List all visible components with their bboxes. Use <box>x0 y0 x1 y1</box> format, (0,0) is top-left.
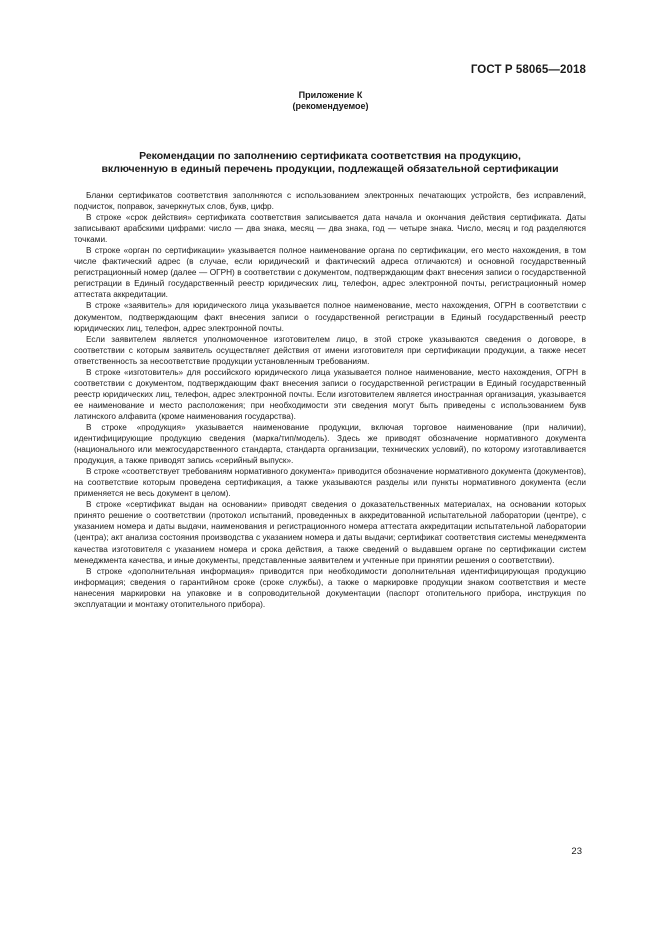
section-title <box>60 150 600 176</box>
title-line-2: включенную в единый перечень продукции, подлежащей обязательной сертификации <box>101 163 559 175</box>
paragraph: Бланки сертификатов соответствия заполняются с использованием электронных печатающих устройств, без исправлений, подчисток, поправок, зачеркнутых слов, букв, цифр. <box>74 191 586 212</box>
standard-code: ГОСТ Р 58065—2018 <box>470 64 586 76</box>
paragraph: В строке «срок действия» сертификата соответствия записывается дата начала и окончания действия сертификата. Даты записывают арабскими цифрами: число — два знака, месяц — два знака, год — четыре знака. Число, месяц и год разделяются точками. <box>74 213 586 245</box>
paragraph: В строке «заявитель» для юридического лица указывается полное наименование, место нахождения, ОГРН в соответствии с документом, подтверждающим факт внесения записи о государственной регистрации в Единый государственный реестр юридических лиц, телефон, адрес электронной почты. <box>74 301 586 333</box>
title-line-1: Рекомендации по заполнению сертификата соответствия на продукцию, <box>139 150 521 162</box>
page-number: 23 <box>571 846 582 857</box>
appendix-label: Приложение К <box>298 90 363 100</box>
paragraph: В строке «продукция» указывается наименование продукции, включая торговое наименование (при наличии), идентифицирующие продукцию сведения (марка/тип/модель). Здесь же приводят обозначение нормативного документа (национального или межгосударственного стандарта, стандарта организации, технических условий), по которому изготавливается продукция, а также приводят запись «серийный выпуск». <box>74 422 586 466</box>
paragraph: Если заявителем является уполномоченное изготовителем лицо, в этой строке указываются сведения о договоре, в соответствии с которым заявитель осуществляет действия от имени изготовителя при сертификации продукции, а также несет ответственность за несоответствие продукции установленным требованиям. <box>74 334 586 366</box>
appendix-heading <box>0 90 661 112</box>
body-text <box>74 190 586 610</box>
paragraph: В строке «дополнительная информация» приводится при необходимости дополнительная идентифицирующая продукцию информация; сведения о гарантийном сроке (сроке службы), а также о маркировке продукции знаком соответствия и месте нанесения маркировки на упаковке и в сопроводительной документации (паспорт отопительного прибора, инструкция по эксплуатации и монтажу отопительного прибора). <box>74 566 586 609</box>
paragraph: В строке «орган по сертификации» указывается полное наименование органа по сертификации, его место нахождения, в том числе фактический адрес (в случае, если юридический и фактический адреса отличаются) и основной государственный регистрационный номер (далее — ОГРН) в соответствии с документом, подтверждающим факт внесения записи о государственной регистрации в Единый государственный реестр юридических лиц, телефон, адрес электронной почты, регистрационный номер аттестата аккредитации. <box>74 246 586 300</box>
appendix-status: (рекомендуемое) <box>292 101 369 111</box>
paragraph: В строке «изготовитель» для российского юридического лица указывается полное наименование, место нахождения, ОГРН в соответствии с документом, подтверждающим факт внесения записи о государственной регистрации в Единый государственный реестр юридических лиц, телефон, адрес электронной почты. Если изготовителем является иностранная организация, указывается ее наименование и место расположения; при необходимости эти сведения могут быть приведены с использованием букв латинского алфавита (кроме наименования государства). <box>74 367 586 421</box>
paragraph: В строке «сертификат выдан на основании» приводят сведения о доказательственных материалах, на основании которых принято решение о соответствии (протокол испытаний, проведенных в аккредитованной испытательной лаборатории (центре), с указанием номера и даты выдачи, наименования и регистрационного номера аттестата аккредитации испытательной лаборатории (центра); акт анализа состояния производства с указанием номера и даты выдачи; сертификат соответствия системы менеджмента качества изготовителя с указанием номера и срока действия, а также сведений о выдавшем органе по сертификации систем менеджмента качества, и иные документы, представленные заявителем и учтенные при принятии решения о соответствии). <box>74 500 586 565</box>
paragraph: В строке «соответствует требованиям нормативного документа» приводится обозначение нормативного документа (документов), на соответствие которым проведена сертификация, а также указываются разделы или пункты нормативного документа (если применяется не весь документ в целом). <box>74 467 586 499</box>
